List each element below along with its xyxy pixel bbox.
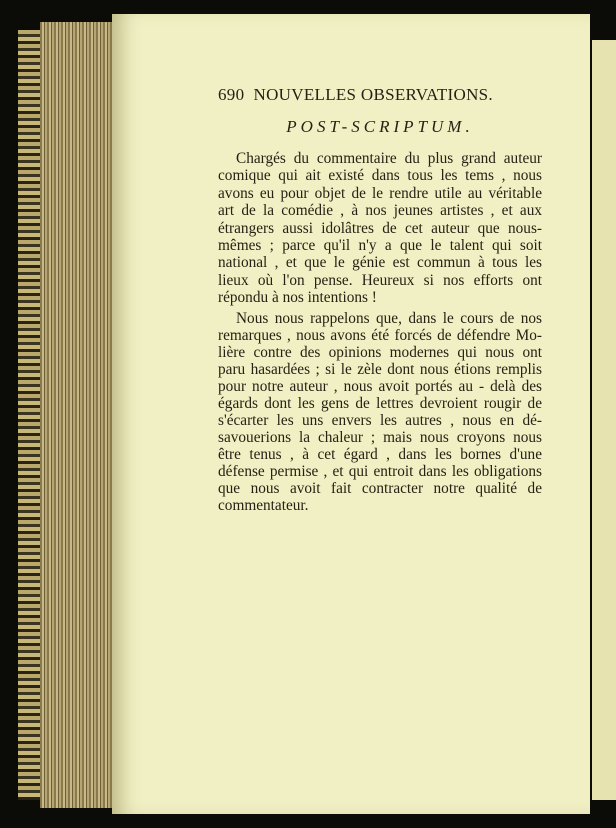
- running-title: NOUVELLES OBSERVATIONS.: [253, 85, 493, 104]
- text-line: pour notre auteur , nous avoit portés au - delà des: [218, 378, 542, 395]
- text-line: Nous nous rappelons que, dans le cours de nos: [236, 310, 542, 327]
- text-line: paru hasardées ; si le zèle dont nous étions remplis: [218, 361, 542, 378]
- facing-page-edge: [592, 40, 616, 800]
- text-line: savouerions la chaleur ; mais nous croyons nous: [218, 429, 542, 446]
- text-line: défense permise , et qui entroit dans les obligations: [218, 463, 542, 480]
- text-line: national , et que le génie est commun à tous les: [218, 254, 542, 272]
- page-number: 690: [218, 85, 245, 104]
- text-line: être tenus , à cet égard , dans les bornes d'une: [218, 446, 542, 463]
- book-edge-decoration: [18, 30, 42, 800]
- text-line: lière contre des opinions modernes qui nous ont: [218, 344, 542, 361]
- text-line: Chargés du commentaire du plus grand auteur: [236, 150, 542, 167]
- text-line: comique qui ait existé dans tous les tems , nous: [218, 167, 542, 185]
- text-line: répondu à nos intentions !: [218, 289, 377, 307]
- text-line: art de la comédie , à nos jeunes artistes , et aux: [218, 202, 542, 220]
- section-title: POST-SCRIPTUM.: [286, 117, 474, 136]
- text-line: que nous avoit fait contracter notre qualité de: [218, 480, 542, 497]
- text-line: remarques , nous avons été forcés de défendre Mo-: [218, 327, 542, 344]
- text-line: commentateur.: [218, 497, 309, 514]
- page-edges: [40, 22, 114, 808]
- text-line: avons eu pour objet de le rendre utile au véritable: [218, 184, 542, 202]
- text-line: s'écarter les uns envers les autres , nous en dé-: [218, 412, 542, 429]
- text-line: lieux où l'on pense. Heureux si nos efforts ont: [218, 271, 542, 289]
- text-line: égards dont les gens de lettres devroient rougir de: [218, 395, 542, 412]
- text-line: mêmes ; parce qu'il n'y a que le talent qui soit: [218, 237, 542, 254]
- running-header: [218, 85, 493, 105]
- text-line: étrangers aussi idolâtres de cet auteur que nous-: [218, 219, 542, 237]
